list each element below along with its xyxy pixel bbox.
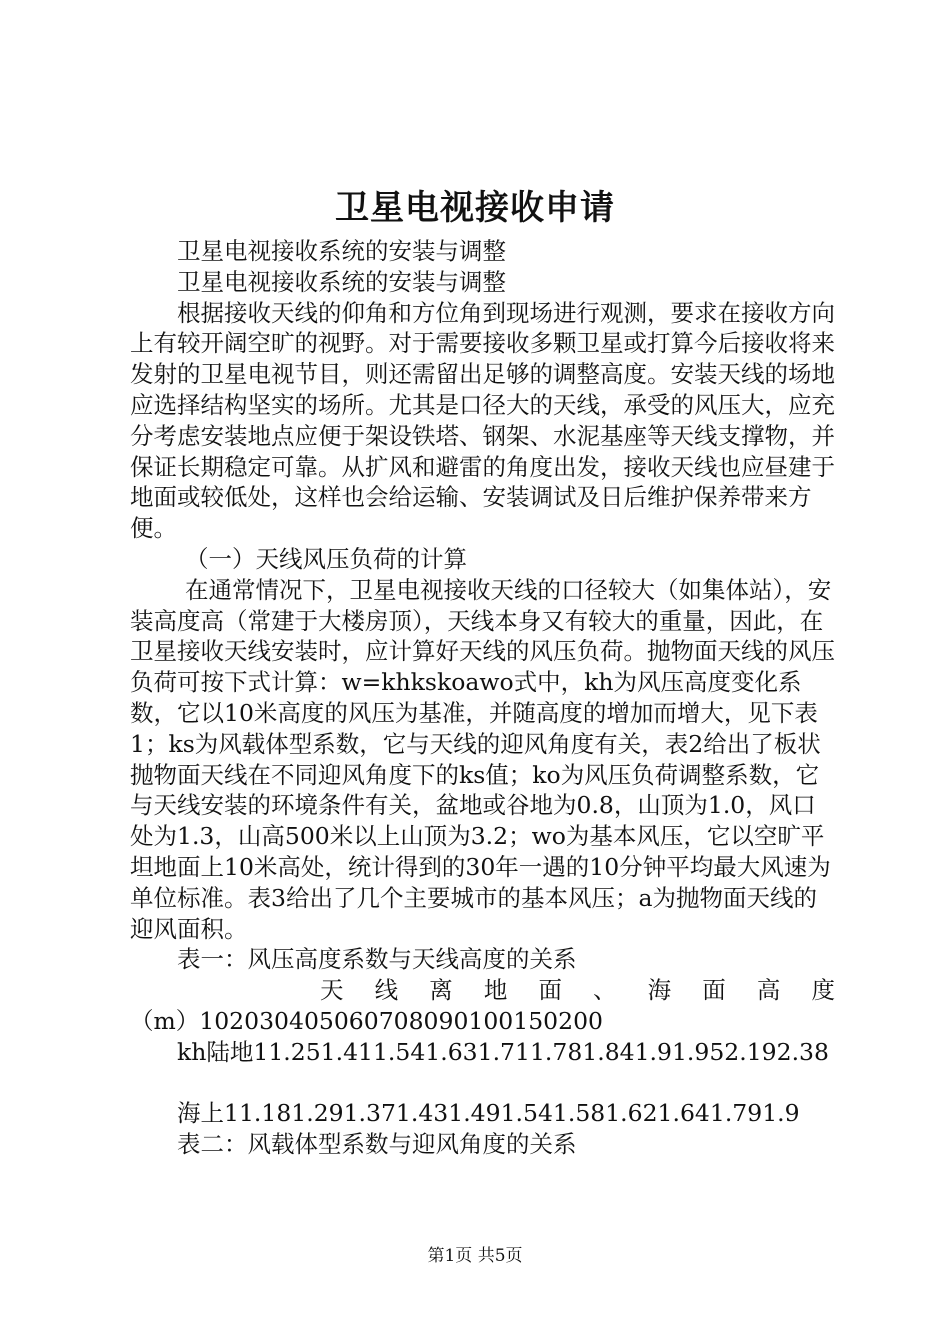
- table1-row-sea: 海上11.181.291.371.431.491.541.581.621.641.791.9: [177, 1099, 800, 1128]
- table1-header-line1: 天线离地面、海面高度: [320, 976, 835, 1005]
- document-body: [130, 236, 835, 1160]
- paragraph-site-selection: 根据接收天线的仰角和方位角到现场进行观测，要求在接收方向上有较开阔空旷的视野。对于需要接收多颗卫星或打算今后接收将来发射的卫星电视节目，则还需留出足够的调整高度。安装天线的场地应选择结构坚实的场所。尤其是口径大的天线，承受的风压大，应充分考虑安装地点应便于架设铁塔、钢架、水泥基座等天线支撑物，并保证长期稳定可靠。从扩风和避雷的角度出发，接收天线也应昼建于地面或较低处，这样也会给运输、安装调试及日后维护保养带来方便。: [130, 298, 835, 543]
- document-title: 卫星电视接收申请: [335, 188, 615, 228]
- blank-line: [130, 1068, 835, 1099]
- table2-caption: 表二：风载体型系数与迎风角度的关系: [177, 1130, 577, 1159]
- section-heading-wind-load: （一）天线风压负荷的计算: [185, 544, 467, 573]
- page-footer: 第1页 共5页: [427, 1246, 523, 1266]
- subtitle-line-1: 卫星电视接收系统的安装与调整: [177, 237, 506, 265]
- table1-header-line2: （m）102030405060708090100150200: [130, 1006, 603, 1035]
- table1-row-land: kh陆地11.251.411.541.631.711.781.841.91.952.192.38: [177, 1037, 829, 1066]
- table1-caption: 表一：风压高度系数与天线高度的关系: [177, 945, 577, 974]
- subtitle-line-2: 卫星电视接收系统的安装与调整: [177, 267, 506, 296]
- paragraph-wind-load-formula: 在通常情况下，卫星电视接收天线的口径较大（如集体站），安装高度高（常建于大楼房顶），天线本身又有较大的重量，因此，在卫星接收天线安装时，应计算好天线的风压负荷。抛物面天线的风压负荷可按下式计算：w=khkskoawo式中，kh为风压高度变化系数，它以10米高度的风压为基准，并随高度的增加而增大，见下表1；ks为风载体型系数，它与天线的迎风角度有关，表2给出了板状抛物面天线在不同迎风角度下的ks值；ko为风压负荷调整系数，它与天线安装的环境条件有关，盆地或谷地为0.8，山顶为1.0，风口处为1.3，山高500米以上山顶为3.2；wo为基本风压，它以空旷平坦地面上10米高处，统计得到的30年一遇的10分钟平均最大风速为单位标准。表3给出了几个主要城市的基本风压；a为抛物面天线的迎风面积。: [130, 575, 835, 943]
